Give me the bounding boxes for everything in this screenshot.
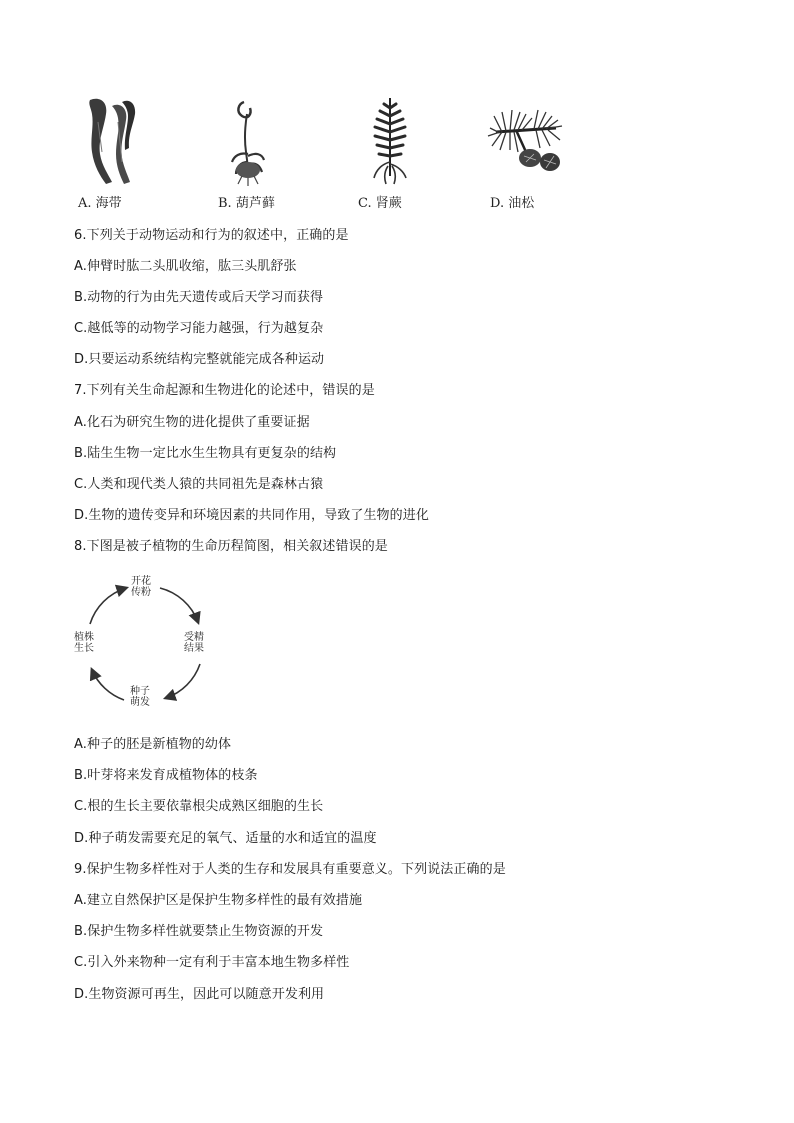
question-6-option-c: C.越低等的动物学习能力越强，行为越复杂 [74,321,324,336]
cycle-label-line: 开花 [131,576,151,587]
cycle-label-line: 萌发 [130,697,150,708]
kelp-icon [78,92,148,192]
question-7-option-d: D.生物的遗传变异和环境因素的共同作用，导致了生物的进化 [74,508,429,523]
cycle-label-line: 植株 [74,632,94,643]
figure-caption: A. 海带 [78,196,122,211]
question-6-stem: 6.下列关于动物运动和行为的叙述中，正确的是 [74,228,349,243]
cycle-label-line: 结果 [184,643,204,654]
moss-icon [218,92,288,192]
cycle-stage-flowering [131,576,151,598]
figure-caption: C. 肾蕨 [358,196,402,211]
figure-a [78,92,178,216]
question-6-option-d: D.只要运动系统结构完整就能完成各种运动 [74,352,325,367]
question-7-option-c: C.人类和现代类人猿的共同祖先是森林古猿 [74,477,324,492]
cycle-label-line: 生长 [74,643,94,654]
question-9-stem: 9.保护生物多样性对于人类的生存和发展具有重要意义。下列说法正确的是 [74,862,506,877]
figure-caption: B. 葫芦藓 [218,196,275,211]
figure-caption: D. 油松 [490,196,535,211]
cycle-label-line: 种子 [130,686,150,697]
cycle-stage-germination [130,686,150,708]
question-7-option-b: B.陆生生物一定比水生生物具有更复杂的结构 [74,446,337,461]
cycle-stage-growth [74,632,94,654]
plant-life-cycle-diagram [70,572,220,717]
question-6-option-b: B.动物的行为由先天遗传或后天学习而获得 [74,290,324,305]
question-8-option-b: B.叶芽将来发育成植物体的枝条 [74,768,258,783]
figure-b [218,92,318,216]
question-7-stem: 7.下列有关生命起源和生物进化的论述中，错误的是 [74,383,375,398]
figure-c [358,92,458,216]
question-6-option-a: A.伸臂时肱二头肌收缩，肱三头肌舒张 [74,259,297,274]
plant-figure-row [78,92,578,216]
question-9-option-a: A.建立自然保护区是保护生物多样性的最有效措施 [74,893,363,908]
question-8-stem: 8.下图是被子植物的生命历程简图，相关叙述错误的是 [74,539,388,554]
question-7-option-a: A.化石为研究生物的进化提供了重要证据 [74,415,310,430]
cycle-label-line: 传粉 [131,587,151,598]
question-8-option-d: D.种子萌发需要充足的氧气、适量的水和适宜的温度 [74,831,377,846]
cycle-stage-fertilization [184,632,204,654]
figure-d [486,92,586,216]
cycle-label-line: 受精 [184,632,204,643]
question-9-option-c: C.引入外来物种一定有利于丰富本地生物多样性 [74,955,350,970]
question-8-option-c: C.根的生长主要依靠根尖成熟区细胞的生长 [74,799,324,814]
question-9-option-b: B.保护生物多样性就要禁止生物资源的开发 [74,924,324,939]
pine-icon [486,92,576,192]
fern-icon [358,92,428,192]
question-8-option-a: A.种子的胚是新植物的幼体 [74,737,232,752]
question-9-option-d: D.生物资源可再生，因此可以随意开发利用 [74,987,325,1002]
